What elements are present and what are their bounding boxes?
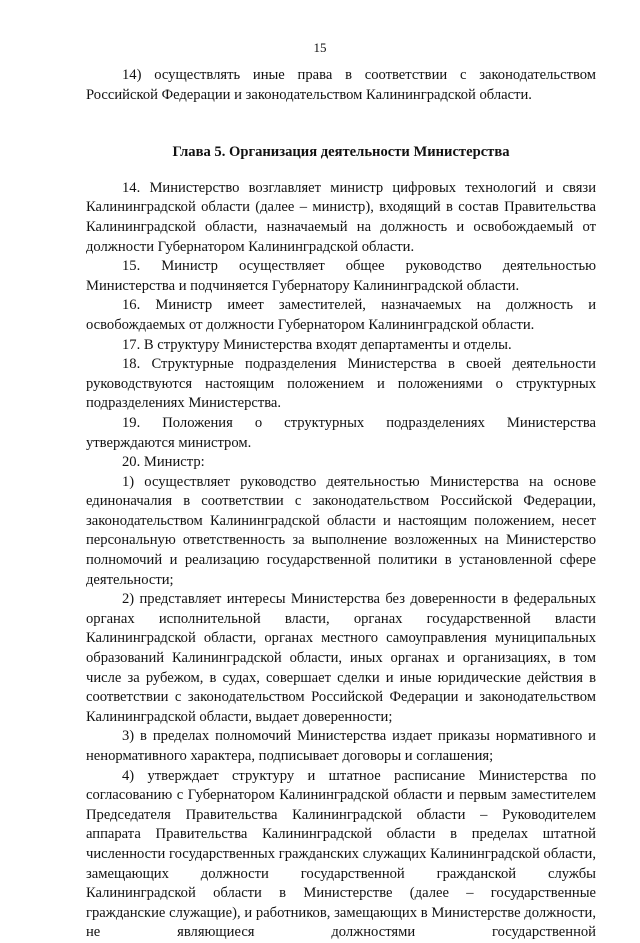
paragraph-17: 17. В структуру Министерства входят департаменты и отделы. (122, 336, 512, 353)
subitem-1: 1) осуществляет руководство деятельностью Министерства на основе единоначалия в соответствии с законодательством Российской Федерации, законодательством Калининградской области и настоящим положением, несет персональную ответственность за выполнение возложенных на Министерство полномочий и реализацию государственной политики в установленной сфере деятельности; (86, 473, 596, 588)
page-number: 15 (313, 40, 327, 55)
subitem-4: 4) утверждает структуру и штатное расписание Министерства по согласованию с Губернатором Калининградской области и первым заместителем Председателя Правительства Калининградской области – Руководителем аппарата Правительства Калининградской области в пределах штатной численности государственных гражданских служащих Калининградской области, замещающих должности государственной гражданской службы Калининградской области в Министерстве (далее – государственные гражданские служащие), и работников, замещающих в Министерстве должности, не являющиеся должностями государственной (86, 767, 596, 941)
subitem-3: 3) в пределах полномочий Министерства издает приказы нормативного и ненормативного характера, подписывает договоры и соглашения; (86, 728, 596, 764)
paragraph-20: 20. Министр: (122, 454, 205, 471)
intro-item: 14) осуществлять иные права в соответствии с законодательством Российской Федерации и законодательством Калининградской области. (86, 67, 596, 103)
paragraph-15: 15. Министр осуществляет общее руководство деятельностью Министерства и подчиняется Губернатору Калининградской области. (86, 258, 596, 294)
paragraph-16: 16. Министр имеет заместителей, назначаемых на должность и освобождаемых от должности Губернатором Калининградской области. (86, 297, 596, 333)
paragraph-19: 19. Положения о структурных подразделениях Министерства утверждаются министром. (86, 414, 596, 451)
paragraph-18: 18. Структурные подразделения Министерства в своей деятельности руководствуются настоящим положением и положениями о структурных подразделениях Министерства. (86, 356, 596, 412)
chapter-title: Глава 5. Организация деятельности Министерства (172, 144, 510, 161)
paragraph-14: 14. Министерство возглавляет министр цифровых технологий и связи Калининградской области (далее – министр), входящий в состав Правительства Калининградской области, назначаемый на должность и освобождаемый от должности Губернатором Калининградской области. (86, 179, 596, 255)
subitem-2: 2) представляет интересы Министерства без доверенности в федеральных органах исполнительной власти, органах государственной власти Калининградской области, органах местного самоуправления муниципальных образований Калининградской области, иных органах и организациях, в том числе за рубежом, в судах, совершает сделки и иные юридические действия в соответствии с законодательством Российской Федерации и законодательством Калининградской области, выдает доверенности; (86, 591, 596, 725)
document-body (86, 66, 596, 943)
